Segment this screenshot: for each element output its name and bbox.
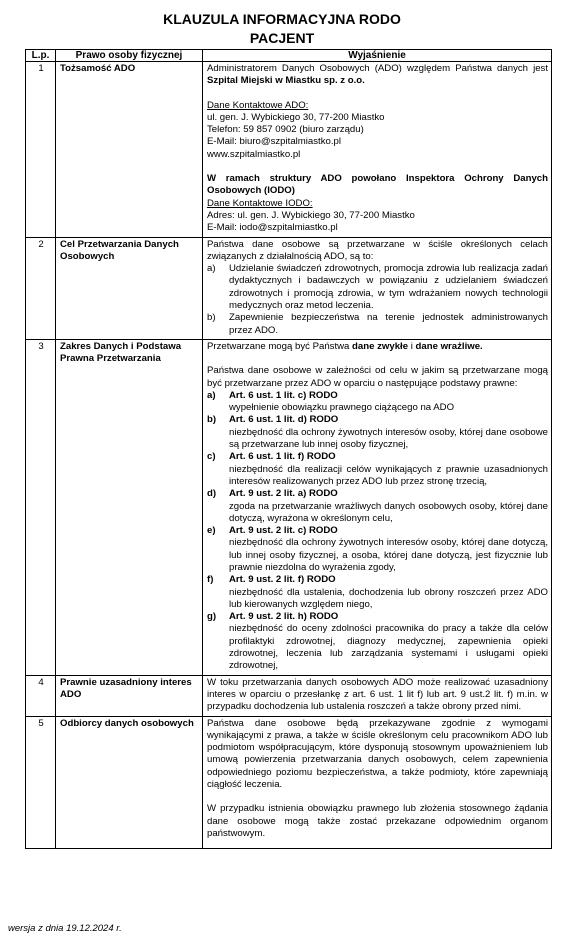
row-label: Zakres Danych i Podstawa Prawna Przetwarzania: [56, 339, 203, 675]
row-label: Cel Przetwarzania Danych Osobowych: [56, 237, 203, 339]
ado-contacts-heading: Dane Kontaktowe ADO:: [207, 99, 309, 111]
iodo-contacts-heading: Dane Kontaktowe IODO:: [207, 197, 313, 209]
ado-phone: Telefon: 59 857 0902 (biuro zarządu): [207, 124, 364, 136]
list-item: b) Zapewnienie bezpieczeństwa na terenie jednostek administrowanych przez ADO.: [207, 312, 548, 336]
row-number: 4: [26, 675, 56, 716]
version-footer: wersja z dnia 19.12.2024 r.: [8, 923, 122, 934]
list-item: g) Art. 9 ust. 2 lit. h) RODO niezbędność do oceny zdolności pracownika do pracy a także dla celów profilaktyki zdrowotnej, diagnozy medycznej, zapewnienia opieki zdrowotnej, leczenia lub zarządzania systemami i usługami opieki zdrowotnej,: [207, 611, 548, 672]
legal-basis-intro: Państwa dane osobowe w zależności od celu w jakim są przetwarzane mogą być przetwarzane przez ADO w oparciu o następujące podstawy prawne:: [207, 365, 548, 389]
table-row: [26, 675, 552, 716]
list-item: c) Art. 6 ust. 1 lit. f) RODO niezbędność dla realizacji celów wynikających z prawnie uzasadnionych interesów realizowanych przez ADO lub przez stronę trzecią,: [207, 451, 548, 487]
table-header-row: [26, 50, 552, 62]
iodo-heading: W ramach struktury ADO powołano Inspektora Ochrony Danych Osobowych (IODO): [207, 173, 548, 197]
gdpr-info-table: [25, 49, 552, 849]
row-explanation: [203, 237, 552, 339]
row-label: Prawnie uzasadniony interes ADO: [56, 675, 203, 716]
row-explanation: [203, 339, 552, 675]
ado-intro: Administratorem Danych Osobowych (ADO) względem Państwa danych jest Szpital Miejski w Miastku sp. z o.o.: [207, 63, 548, 87]
ado-address: ul. gen. J. Wybickiego 30, 77-200 Miastko: [207, 111, 385, 123]
row-explanation: [203, 716, 552, 849]
table-row: [26, 716, 552, 849]
hospital-name: Szpital Miejski w Miastku sp. z o.o.: [207, 75, 365, 87]
document-title: KLAUZULA INFORMACYJNA RODO: [163, 11, 401, 27]
document-subtitle: PACJENT: [249, 30, 315, 46]
row-label: Tożsamość ADO: [56, 62, 203, 238]
purpose-intro: Państwa dane osobowe są przetwarzane w ściśle określonych celach związanych z działalnością ADO, są to:: [207, 238, 548, 262]
row-number: 2: [26, 237, 56, 339]
header-right-of-person: Prawo osoby fizycznej: [56, 50, 203, 62]
row-number: 3: [26, 339, 56, 675]
header-lp: L.p.: [26, 50, 56, 62]
row-explanation: [203, 62, 552, 238]
row-number: 1: [26, 62, 56, 238]
row-label: Odbiorcy danych osobowych: [56, 716, 203, 849]
data-scope-intro: Przetwarzane mogą być Państwa dane zwykłe i dane wrażliwe.: [207, 340, 483, 352]
row-explanation: W toku przetwarzania danych osobowych ADO może realizować uzasadniony interes w oparciu o przesłankę z art. 6 ust. 1 lit f) lub art. 9 ust.2 lit. f) m.in. w przypadku dochodzenia lub ustalenia roszczeń a także obrony przed nimi.: [203, 675, 552, 716]
header-explanation: Wyjaśnienie: [203, 50, 552, 62]
ado-website: www.szpitalmiastko.pl: [207, 148, 301, 160]
list-item: b) Art. 6 ust. 1 lit. d) RODO niezbędność dla ochrony żywotnych interesów osoby, której dane osobowe są przetwarzane lub innej osoby fizycznej,: [207, 414, 548, 451]
table-row: [26, 237, 552, 339]
list-item: a) Art. 6 ust. 1 lit. c) RODO wypełnienie obowiązku prawnego ciążącego na ADO: [207, 389, 455, 414]
iodo-address: Adres: ul. gen. J. Wybickiego 30, 77-200 Miastko: [207, 209, 415, 221]
recipients-authorities-text: W przypadku istnienia obowiązku prawnego lub złożenia stosownego żądania dane osobowe mogą także zostać przekazane odpowiednim organom państwowym.: [207, 803, 548, 839]
ado-email: E-Mail: biuro@szpitalmiastko.pl: [207, 136, 341, 148]
list-item: f) Art. 9 ust. 2 lit. f) RODO niezbędność dla ustalenia, dochodzenia lub obrony roszczeń przez ADO lub kierowanych względem niego,: [207, 574, 548, 610]
table-row: [26, 339, 552, 675]
list-item: a) Udzielanie świadczeń zdrowotnych, promocja zdrowia lub realizacja zadań dydaktycznych i badawczych w powiązaniu z udzielaniem świadczeń zdrowotnych i promocją zdrowia, w tym wdrażaniem nowych technologii medycznych oraz metod leczenia.: [207, 263, 548, 312]
iodo-email: E-Mail: iodo@szpitalmiastko.pl: [207, 222, 338, 234]
row-number: 5: [26, 716, 56, 849]
table-row: [26, 62, 552, 238]
recipients-text: Państwa dane osobowe będą przekazywane zgodnie z wymogami wynikającymi z prawa, a także w ściśle określonym celu pracownikom ADO lub podmiotom współpracującym, które dysponują stosownym upoważnieniem lub umową powierzenia przetwarzania danych osobowych, celem zapewnienia odpowiedniego poziomu bezpieczeństwa, a także podmioty, które zapewniają ciągłość leczenia.: [207, 717, 548, 791]
list-item: d) Art. 9 ust. 2 lit. a) RODO zgoda na przetwarzanie wrażliwych danych osobowych osoby, której dane dotyczą, wyrażona w określonym celu,: [207, 488, 548, 524]
list-item: e) Art. 9 ust. 2 lit. c) RODO niezbędność dla ochrony żywotnych interesów osoby, której dane dotyczą, lub innej osoby fizycznej, a osoba, której dane dotyczą, jest fizycznie lub prawnie niezdolna do wyrażenia zgody,: [207, 525, 548, 573]
